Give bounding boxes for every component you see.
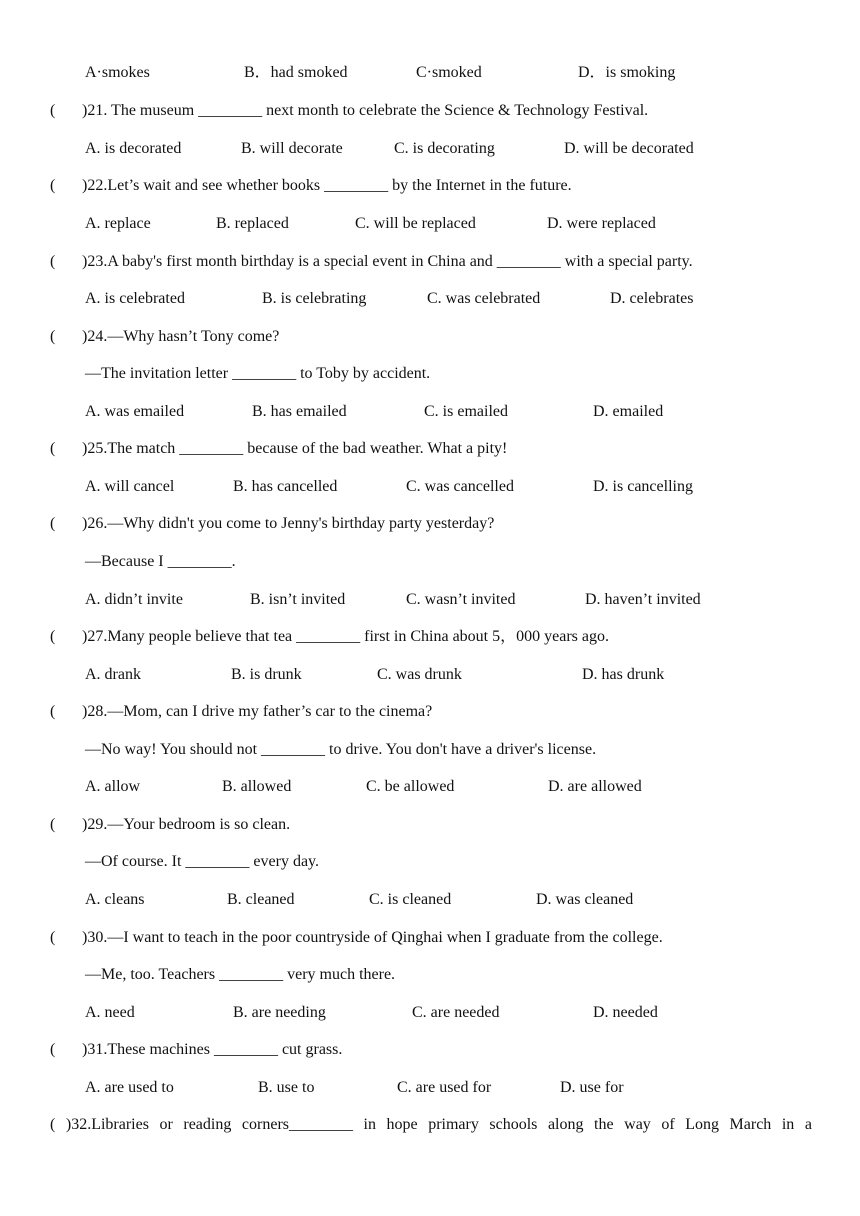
answer-option: A. allow xyxy=(85,778,141,795)
answer-bracket: ( xyxy=(50,440,56,457)
answer-option: C. is cleaned xyxy=(369,891,452,908)
question-line xyxy=(50,439,507,459)
question-text: )28.—Mom, can I drive my father’s car to the cinema? xyxy=(82,703,433,720)
question-word: primary xyxy=(428,1116,479,1133)
answer-option: B. will decorate xyxy=(241,140,343,157)
question-line xyxy=(50,514,494,534)
answer-option: C. will be replaced xyxy=(355,215,476,232)
answer-option: D. use for xyxy=(560,1079,624,1096)
question-text: )24.—Why hasn’t Tony come? xyxy=(82,328,280,345)
question-text: )21. The museum ________ next month to celebrate the Science & Technology Festival. xyxy=(82,102,649,119)
answer-option: B. isn’t invited xyxy=(250,591,346,608)
answer-option: C·smoked xyxy=(416,64,482,81)
question-word: way xyxy=(624,1116,651,1133)
answer-option: C. was drunk xyxy=(377,666,462,683)
answer-option: A. are used to xyxy=(85,1079,174,1096)
answer-bracket: ( xyxy=(50,816,56,833)
answer-option: D. was cleaned xyxy=(536,891,634,908)
question-word: along xyxy=(547,1116,584,1133)
answer-option: A·smokes xyxy=(85,64,150,81)
question-word: schools xyxy=(489,1116,538,1133)
answer-option: B. use to xyxy=(258,1079,315,1096)
dialogue-line: —No way! You should not ________ to drive. You don't have a driver's license. xyxy=(85,741,597,758)
answer-option: A. is decorated xyxy=(85,140,182,157)
question-word: the xyxy=(594,1116,614,1133)
answer-option: D. emailed xyxy=(593,403,664,420)
question-line xyxy=(50,252,693,272)
question-word: reading xyxy=(183,1116,232,1133)
answer-option: C. are needed xyxy=(412,1004,500,1021)
question-text: )27.Many people believe that tea ________ first in China about 5，000 years ago. xyxy=(82,628,609,645)
answer-option: B. has cancelled xyxy=(233,478,338,495)
question-word: in xyxy=(363,1116,376,1133)
question-word: hope xyxy=(386,1116,418,1133)
answer-bracket: ( xyxy=(50,253,56,270)
answer-option: D. haven’t invited xyxy=(585,591,701,608)
answer-option: C. was cancelled xyxy=(406,478,514,495)
answer-bracket: ( xyxy=(50,1041,56,1058)
answer-option: A. replace xyxy=(85,215,151,232)
question-text: )25.The match ________ because of the bad weather. What a pity! xyxy=(82,440,508,457)
answer-option: A. cleans xyxy=(85,891,145,908)
question-word: in xyxy=(781,1116,795,1133)
answer-option: B．had smoked xyxy=(244,64,348,81)
answer-option: C. be allowed xyxy=(366,778,455,795)
question-line xyxy=(50,815,290,835)
answer-bracket: ( xyxy=(50,102,56,119)
answer-bracket: ( xyxy=(50,328,56,345)
answer-bracket: ( xyxy=(50,177,56,194)
answer-option: B. replaced xyxy=(216,215,289,232)
question-line xyxy=(50,1115,812,1135)
answer-option: D. will be decorated xyxy=(564,140,694,157)
answer-option: D. needed xyxy=(593,1004,658,1021)
question-text: )29.—Your bedroom is so clean. xyxy=(82,816,291,833)
question-text: )26.—Why didn't you come to Jenny's birthday party yesterday? xyxy=(82,515,495,532)
question-word: Long xyxy=(685,1116,719,1133)
answer-bracket: ( xyxy=(50,628,56,645)
question-text: )31.These machines ________ cut grass. xyxy=(82,1041,343,1058)
answer-option: A. was emailed xyxy=(85,403,185,420)
answer-option: C. is decorating xyxy=(394,140,495,157)
dialogue-line: —The invitation letter ________ to Toby by accident. xyxy=(85,365,431,382)
answer-option: D．is smoking xyxy=(578,64,676,81)
answer-option: A. will cancel xyxy=(85,478,175,495)
question-line xyxy=(50,928,663,948)
answer-bracket: ( xyxy=(50,703,56,720)
answer-option: D. has drunk xyxy=(582,666,665,683)
question-line xyxy=(50,627,609,647)
question-line xyxy=(50,327,279,347)
answer-option: B. has emailed xyxy=(252,403,347,420)
dialogue-line: —Of course. It ________ every day. xyxy=(85,853,320,870)
answer-option: D. are allowed xyxy=(548,778,642,795)
answer-option: B. allowed xyxy=(222,778,292,795)
answer-option: B. is drunk xyxy=(231,666,302,683)
question-word: of xyxy=(661,1116,675,1133)
answer-option: C. is emailed xyxy=(424,403,508,420)
question-word: )32.Libraries xyxy=(65,1116,149,1133)
question-line xyxy=(50,702,432,722)
answer-option: B. cleaned xyxy=(227,891,295,908)
question-line xyxy=(50,1040,342,1060)
question-text: )23.A baby's first month birthday is a special event in China and ________ with a special party. xyxy=(82,253,693,270)
answer-option: A. need xyxy=(85,1004,135,1021)
answer-option: B. is celebrating xyxy=(262,290,367,307)
answer-option: D. celebrates xyxy=(610,290,694,307)
question-word: or xyxy=(159,1116,173,1133)
answer-option: A. is celebrated xyxy=(85,290,185,307)
answer-option: C. wasn’t invited xyxy=(406,591,516,608)
question-word: March xyxy=(729,1116,772,1133)
answer-option: B. are needing xyxy=(233,1004,326,1021)
answer-option: C. are used for xyxy=(397,1079,492,1096)
question-line xyxy=(50,101,648,121)
dialogue-line: —Me, too. Teachers ________ very much there. xyxy=(85,966,396,983)
question-word: corners________ xyxy=(241,1116,353,1133)
answer-option: C. was celebrated xyxy=(427,290,541,307)
question-text: )22.Let’s wait and see whether books ________ by the Internet in the future. xyxy=(82,177,572,194)
question-word: a xyxy=(804,1116,812,1133)
question-text: )30.—I want to teach in the poor countryside of Qinghai when I graduate from the college. xyxy=(82,929,663,946)
dialogue-line: —Because I ________. xyxy=(85,553,236,570)
answer-bracket: ( xyxy=(50,929,56,946)
answer-bracket: ( xyxy=(50,515,56,532)
answer-option: A. didn’t invite xyxy=(85,591,183,608)
answer-option: D. were replaced xyxy=(547,215,656,232)
answer-option: A. drank xyxy=(85,666,141,683)
answer-option: D. is cancelling xyxy=(593,478,693,495)
question-line xyxy=(50,176,572,196)
answer-bracket: ( xyxy=(50,1116,56,1133)
